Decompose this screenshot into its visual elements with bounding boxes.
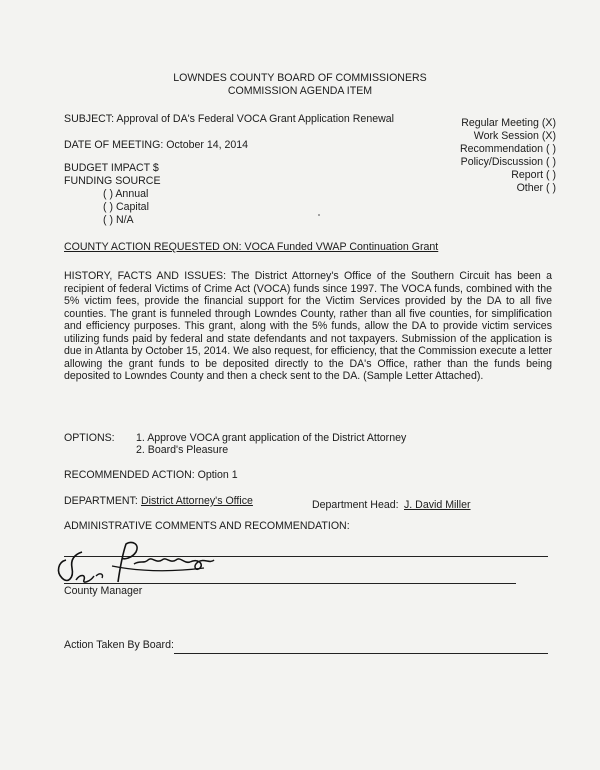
option-1: 1. Approve VOCA grant application of the District Attorney (136, 432, 407, 444)
budget-impact: BUDGET IMPACT $ (64, 162, 159, 174)
meeting-type-regular: Regular Meeting (X) (461, 117, 556, 129)
admin-comments: ADMINISTRATIVE COMMENTS AND RECOMMENDATION: (64, 520, 350, 532)
department-head-value: J. David Miller (404, 499, 471, 511)
history-facts-issues: HISTORY, FACTS AND ISSUES: The District Attorney's Office of the Southern Circuit has been a recipient of federal Victims of Crime Act (VOCA) funds since 1997. The VOCA funds, combined with the 5% victim fees, provide the financial support for the Victim Services provided by the DA to all five counties. The grant is funneled through Lowndes County, rather than all five counties, for simplification and efficiency purposes. This grant, along with the 5% funds, allow the DA to provide victim services utilizing funds paid by federal and state defendants and not taxpayers. Submission of the application is due in Atlanta by October 15, 2014. We also request, for efficiency, that the Commission execute a letter allowing the grant funds to be deposited directly to the DA's Office, rather than the funds being deposited to Lowndes County and then a check sent to the DA. (Sample Letter Attached). (64, 270, 552, 382)
funding-option-na: ( ) N/A (103, 214, 134, 226)
recommended-action: RECOMMENDED ACTION: Option 1 (64, 469, 238, 481)
county-manager-label: County Manager (64, 585, 143, 597)
county-action-requested: COUNTY ACTION REQUESTED ON: VOCA Funded VWAP Continuation Grant (64, 241, 439, 253)
options-label: OPTIONS: (64, 432, 115, 444)
meeting-type-work-session: Work Session (X) (473, 130, 556, 142)
meeting-type-report: Report ( ) (511, 169, 556, 181)
meeting-type-policy: Policy/Discussion ( ) (460, 156, 556, 168)
department-head-label: Department Head: (312, 499, 399, 511)
department-value: District Attorney's Office (141, 495, 253, 507)
subject: SUBJECT: Approval of DA's Federal VOCA Grant Application Renewal (64, 113, 394, 125)
header-line-2: COMMISSION AGENDA ITEM (227, 85, 373, 97)
funding-source: FUNDING SOURCE (64, 175, 161, 187)
date-of-meeting: DATE OF MEETING: October 14, 2014 (64, 139, 249, 151)
funding-option-capital: ( ) Capital (103, 201, 149, 213)
department-label: DEPARTMENT: (64, 495, 138, 507)
funding-option-annual: ( ) Annual (103, 188, 149, 200)
header-line-1: LOWNDES COUNTY BOARD OF COMMISSIONERS (173, 72, 427, 84)
action-taken-line (174, 653, 548, 654)
meeting-type-other: Other ( ) (516, 182, 556, 194)
action-taken-label: Action Taken By Board: (64, 639, 174, 651)
option-2: 2. Board's Pleasure (136, 444, 229, 456)
meeting-type-recommendation: Recommendation ( ) (460, 143, 556, 155)
scan-speck (318, 214, 320, 216)
